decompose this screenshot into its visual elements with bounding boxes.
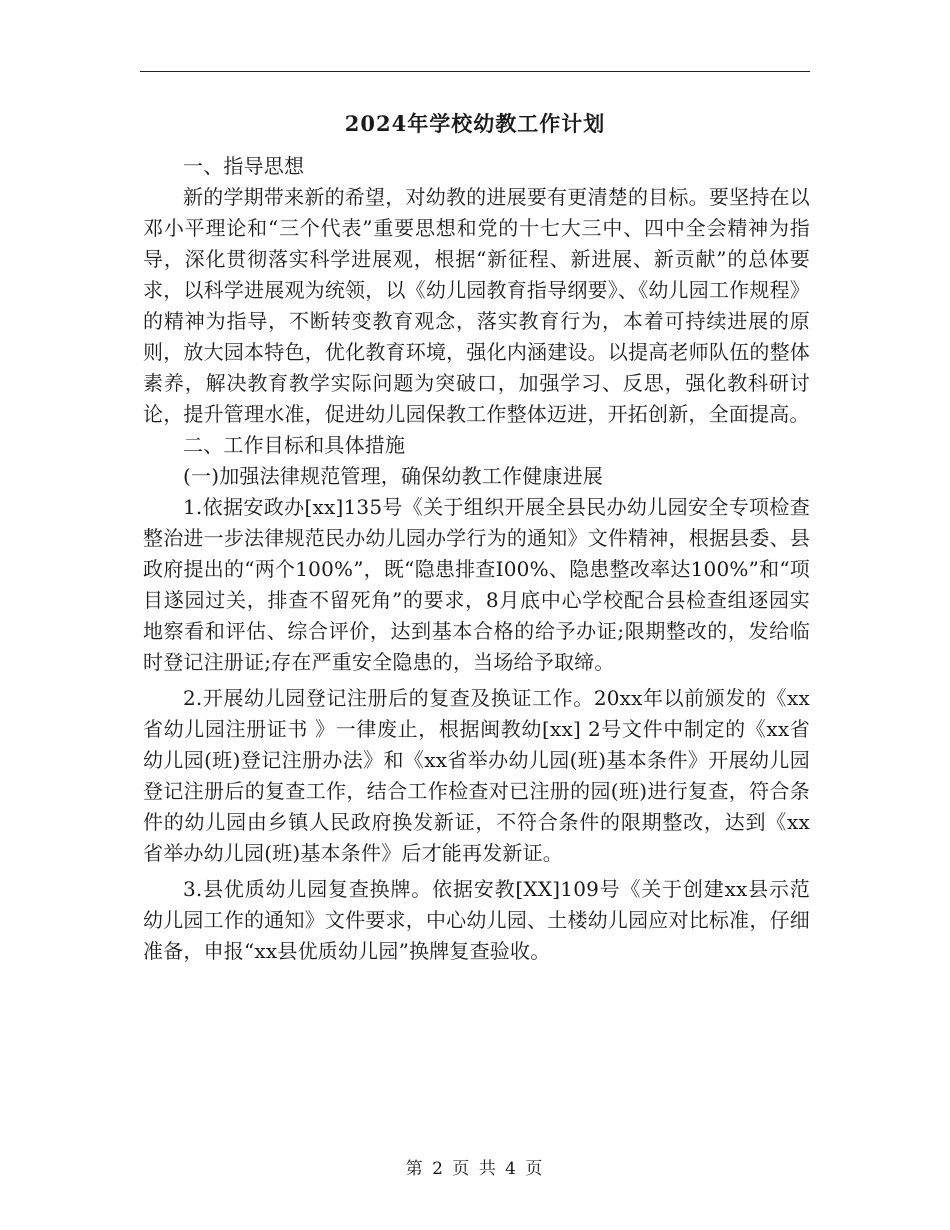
paragraph-item-2: 2.开展幼儿园登记注册后的复查及换证工作。20xx年以前颁发的《xx省幼儿园注册证书 》一律废止，根据闽教幼[xx] 2号文件中制定的《xx省幼儿园(班)登记注册办法》和《xx省举办幼儿园(班)基本条件》开展幼儿园登记注册后的复查工作，结合工作检查对已注册的园(班)进行复查，符合条件的幼儿园由乡镇人民政府换发新证，不符合条件的限期整改，达到《xx省举办幼儿园(班)基本条件》后才能再发新证。 [143,686,810,865]
page-number-footer: 第 2 页 共 4 页 [405,1159,545,1179]
paragraph-item-1: 1.依据安政办[xx]135号《关于组织开展全县民办幼儿园安全专项检查整治进一步法律规范民办幼儿园办学行为的通知》文件精神，根据县委、县政府提出的“两个100%”，既“隐患排查I00%、隐患整改率达100%”和“项目遂园过关，排查不留死角”的要求，8月底中心学校配合县检查组逐园实地察看和评估、综合评价，达到基本合格的给予办证;限期整改的，发给临时登记注册证;存在严重安全隐患的，当场给予取缔。 [143,495,810,674]
section-heading-goals-measures: 二、工作目标和具体措施 [183,433,406,457]
section-heading-guiding-ideology: 一、指导思想 [183,154,305,178]
header-rule [140,71,810,72]
paragraph-guiding-ideology: 新的学期带来新的希望，对幼教的进展要有更清楚的目标。要坚持在以邓小平理论和“三个代表”重要思想和党的十七大三中、四中全会精神为指导，深化贯彻落实科学进展观，根据“新征程、新进展、新贡献”的总体要求，以科学进展观为统领，以《幼儿园教育指导纲要》、《幼儿园工作规程》的精神为指导，不断转变教育观念，落实教育行为，本着可持续进展的原则，放大园本特色，优化教育环境，强化内涵建设。以提高老师队伍的整体素养，解决教育教学实际问题为突破口，加强学习、反思，强化教科研讨论，提升管理水准，促进幼儿园保教工作整体迈进，开拓创新，全面提高。 [143,185,810,426]
subsection-heading-legal-management: (一)加强法律规范管理，确保幼教工作健康进展 [183,464,604,488]
paragraph-item-3: 3.县优质幼儿园复查换牌。依据安教[XX]109号《关于创建xx县示范幼儿园工作的通知》文件要求，中心幼儿园、土楼幼儿园应对比标准，仔细准备，申报“xx县优质幼儿园”换牌复查验收。 [143,877,810,963]
document-title: 2024年学校幼教工作计划 [344,111,606,136]
document-body [143,151,810,967]
